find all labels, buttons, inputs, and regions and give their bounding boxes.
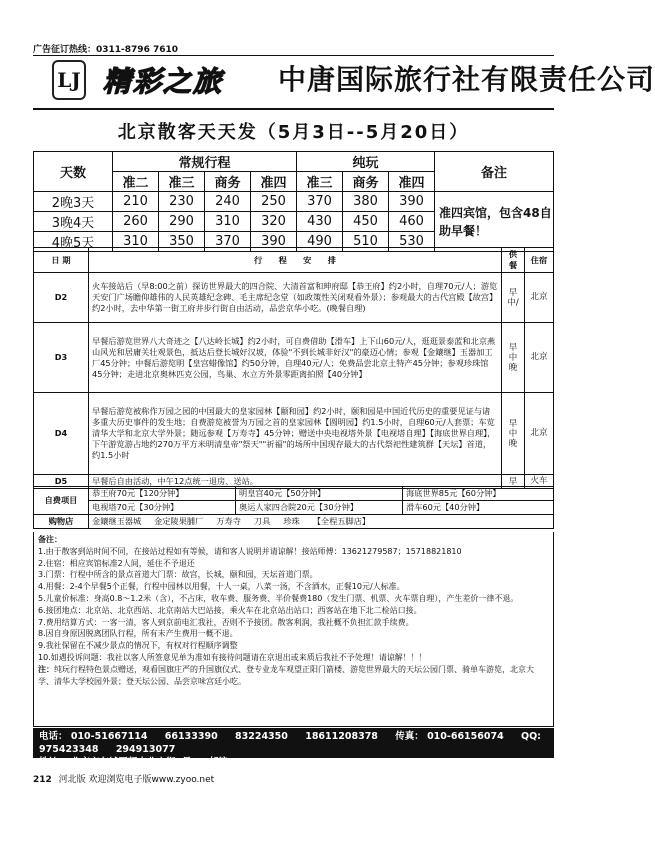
- note-line: 1.由于散客到站时间不同，在接站过程如有等候，请和客人说明并请谅解！接站师傅：13621279587；15718821810: [38, 546, 462, 556]
- contact-bar: [33, 728, 554, 768]
- price-cell: 370: [297, 192, 343, 212]
- extras-table: [33, 486, 554, 529]
- notes-heading: 备注：: [38, 535, 62, 544]
- itinerary-row: [34, 323, 554, 393]
- day-plan: 早餐后自由活动，中午12点统一退房、送站。: [89, 475, 502, 489]
- qq-number: 975423348: [39, 744, 99, 755]
- note-line: 9.我社保留在不减少景点的情况下，有权对行程顺序调整: [38, 641, 238, 651]
- phone-number: 66133390: [164, 731, 218, 742]
- day-stay: 北京: [525, 323, 554, 393]
- shop-item: 万寿寺: [216, 516, 241, 526]
- zip-label: 邮编：: [208, 757, 238, 768]
- price-cell: 240: [205, 192, 251, 212]
- day-stay: 火车: [525, 475, 554, 489]
- col-days: 天数: [34, 152, 113, 192]
- price-cell: 370: [205, 232, 251, 252]
- company-name: 中唐国际旅行社有限责任公司: [278, 63, 655, 96]
- itinerary-row: [34, 273, 554, 323]
- sub-header: 准四: [389, 172, 435, 192]
- days-cell: 3晚4天: [34, 212, 113, 232]
- phone-label: 电话：: [39, 731, 68, 742]
- sub-header: 准四: [251, 172, 297, 192]
- self-pay-item: 明皇宫40元【50分钟】: [236, 487, 403, 501]
- price-row: [34, 192, 554, 212]
- page-number: 212: [33, 775, 52, 785]
- sub-header: 准三: [297, 172, 343, 192]
- page-footer: [33, 772, 214, 785]
- days-cell: 4晚5天: [34, 232, 113, 252]
- fax-label: 传真：: [395, 731, 424, 742]
- shop-item: 刀具: [253, 516, 271, 526]
- feature-text: 纯玩行程特色景点赠送，观看国旗庄严的升国旗仪式、登专业龙车观望正阳门箭楼、游览世界最大的天坛公园门票、骑单车游览，北京大学、清华大学校园外景；登天坛公园、品尝京味宫廷小吃。: [38, 664, 534, 686]
- self-pay-item: 滑车60元【40分钟】: [403, 501, 554, 515]
- day-label: D2: [34, 273, 89, 323]
- shopping-label: 购物店: [34, 515, 89, 529]
- price-cell: 350: [159, 232, 205, 252]
- qq-number: 294913077: [115, 744, 176, 755]
- sub-header: 准二: [113, 172, 159, 192]
- note-line: 6.接团地点：北京站、北京西站、北京南站大巴站接，乘火车在北京站出站口；西客站在地下北二检站口接。: [38, 605, 422, 615]
- day-label: D5: [34, 475, 89, 489]
- shop-item: 金鑲继玉器城: [92, 516, 142, 526]
- price-cell: 210: [113, 192, 159, 212]
- self-pay-item: 电视塔70元【30分钟】: [89, 501, 236, 515]
- top-rule: [33, 55, 554, 56]
- note-line: 5.儿童价标准：身高0.8～1.2米（含），不占床，收车费、服务费、半价餐费180（发生门票、机票、火车票自理），产生差价一律不退。: [38, 593, 519, 603]
- price-cell: 390: [389, 192, 435, 212]
- day-plan: 早餐后游览世界八大奇迹之【八达岭长城】约2小时，可自费借助【滑车】上下山60元/人，逛逛景泰蓝和北京燕山风光和居庸关壮观景色，抵达后登长城好汉坡，体验"不到长城非好汉"的豪迈心情；参观【金鑲继】玉器加工厂45分钟；中餐后游览明【皇宫蜡像馆】约50分钟，自理40元/人；免费品尝北京土特产45分钟；参观珍珠馆45分钟；走进北京奥林匹克公园，鸟巢、水立方外景零距离拍照【40分钟】: [89, 323, 502, 393]
- qq-label: QQ:: [521, 731, 541, 742]
- day-meal: 早: [502, 475, 525, 489]
- phone-number: 83224350: [235, 731, 288, 742]
- days-cell: 2晚3天: [34, 192, 113, 212]
- slogan: 精彩之旅: [103, 65, 224, 98]
- day-label: D3: [34, 323, 89, 393]
- price-cell: 460: [389, 212, 435, 232]
- note-line: 3.门票：行程中所含的景点首道大门票：故宫，长城，颐和园，天坛首道门票。: [38, 570, 318, 580]
- col-plan: 行 程 安 排: [89, 248, 502, 273]
- col-date: 日 期: [34, 248, 89, 273]
- price-cell: 490: [297, 232, 343, 252]
- feature-note: [38, 664, 549, 688]
- zip: 100700: [240, 757, 281, 768]
- day-plan: 火车接站后（早8:00之前）探访世界最大的四合院、大清首富和珅府邸【恭王府】约2小时，自理70元/人；游览天安门广场瞻仰雄伟的人民英雄纪念碑、毛主席纪念堂（如政策性关闭观看外景）；参观最大的古代宫殿【故宫】约2小时，去中华第一街工府井步行街自由活动，品尝京华小吃。(晚餐自理): [89, 273, 502, 323]
- day-stay: 北京: [525, 393, 554, 475]
- price-cell: 380: [343, 192, 389, 212]
- itinerary-row: [34, 393, 554, 475]
- group-pure: 纯玩: [297, 152, 435, 172]
- shop-item: 【全程五脚店】: [312, 516, 371, 526]
- feature-label: 注：: [38, 664, 54, 674]
- self-pay-label: 自费项目: [34, 487, 89, 515]
- price-cell: 450: [343, 212, 389, 232]
- price-table: [33, 151, 554, 252]
- day-meal: 早中晚: [502, 323, 525, 393]
- note-line: 7.费用结算方式：一客一清，客人到京前电汇我社，否则不予接团。散客利润，我社概不负担汇款手续费。: [38, 617, 414, 627]
- note-line: 8.因自身原因脱离团队行程，所有未产生费用一概不退。: [38, 629, 238, 639]
- sub-header: 商务: [205, 172, 251, 192]
- note-line: 10.如遇投诉问题：我社以客人所签意见单为准如有接待问题请在京退出或来质后我社不予处理！请谅解！！！: [38, 652, 427, 662]
- price-cell: 260: [113, 212, 159, 232]
- shopping-list: [89, 515, 554, 529]
- price-cell: 290: [159, 212, 205, 232]
- footer-text: 河北版 欢迎浏览电子版www.zyoo.net: [58, 775, 215, 785]
- group-regular: 常规行程: [113, 152, 297, 172]
- day-meal: 早中/: [502, 273, 525, 323]
- header-rule: [33, 108, 554, 110]
- price-cell: 310: [113, 232, 159, 252]
- address-label: 地址：: [39, 757, 68, 768]
- self-pay-item: 恭王府70元【120分钟】: [89, 487, 236, 501]
- price-cell: 320: [251, 212, 297, 232]
- address: 北京市东城区朝内北小街2号: [70, 757, 192, 768]
- day-plan: 早餐后游览被称作万园之园的中国最大的皇家园林【颐和园】约2小时，颐和园是中国近代历史的重要见证与诸多重大历史事件的发生地；自费游览被誉为万园之首的皇家园林【圆明园】约1.5小时，自理60元/人套票；车览清华大学和北京大学外景；随远参观【万寿寺】45分钟；赠送中央电视塔外景【电视塔自理】【海底世界自理】，下午游览游占地约270万平方米明清皇帝"祭天""祈福"的场所中国现存最大的古代祭祀性建筑群【天坛】首道，约1.5小时: [89, 393, 502, 475]
- self-pay-item: 海底世界85元【60分钟】: [403, 487, 554, 501]
- note-line: 4.用餐：2-4个早餐5个正餐，行程中园林以用餐，十人一桌，八菜一汤，不含酒水，正餐10元/人标准。: [38, 582, 405, 592]
- sub-header: 商务: [343, 172, 389, 192]
- price-cell: 390: [251, 232, 297, 252]
- phone-number: 010-51667114: [70, 731, 148, 742]
- col-remark: 备注: [435, 152, 554, 192]
- col-meal: 供餐: [502, 248, 525, 273]
- page-title: 北京散客天天发（5月3日--5月20日）: [117, 122, 470, 143]
- phone-number: 18611208378: [305, 731, 378, 742]
- shop-item: 珍珠: [283, 516, 300, 526]
- price-cell: 230: [159, 192, 205, 212]
- itinerary-table: [33, 247, 554, 489]
- note-line: 2.住宿：相应宾馆标准2人间，延住不予退还: [38, 558, 195, 568]
- price-cell: 530: [389, 232, 435, 252]
- day-label: D4: [34, 393, 89, 475]
- day-meal: 早中晚: [502, 393, 525, 475]
- notes-section: [33, 532, 554, 727]
- price-cell: 510: [343, 232, 389, 252]
- price-cell: 310: [205, 212, 251, 232]
- col-stay: 住宿: [525, 248, 554, 273]
- shop-item: 金定陵果脯厂: [154, 516, 204, 526]
- fax-number: 010-66156074: [427, 731, 504, 742]
- self-pay-item: 奥运人家四合院20元【30分钟】: [236, 501, 403, 515]
- sub-header: 准三: [159, 172, 205, 192]
- ad-hotline: 广告征订热线：0311-8796 7610: [33, 45, 179, 55]
- price-cell: 250: [251, 192, 297, 212]
- remark-cell: 准四宾馆，包含48自助早餐！: [435, 192, 554, 252]
- day-stay: 北京: [525, 273, 554, 323]
- logo: LJ: [52, 60, 86, 100]
- price-cell: 430: [297, 212, 343, 232]
